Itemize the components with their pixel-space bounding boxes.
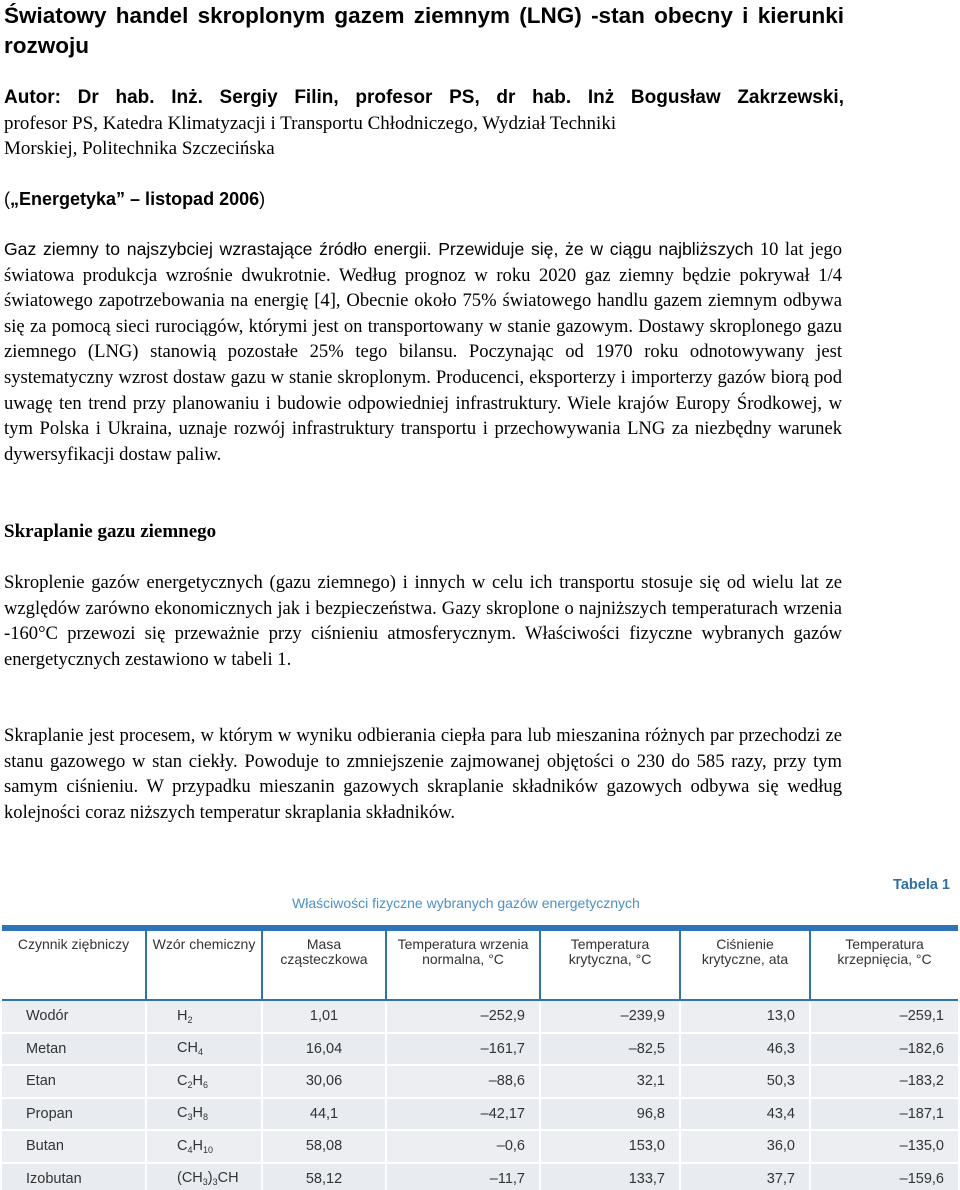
gas-name: Izobutan	[2, 1163, 146, 1190]
authors-line-2: profesor PS, Katedra Klimatyzacji i Transportu Chłodniczego, Wydział Techniki	[4, 112, 617, 134]
freezing-point: –182,6	[810, 1033, 958, 1066]
molar-mass: 58,12	[262, 1163, 386, 1190]
section-heading: Skraplanie gazu ziemnego	[4, 521, 217, 542]
critical-temperature: 96,8	[540, 1098, 680, 1131]
table-row	[2, 1033, 958, 1066]
table-1	[2, 873, 958, 1190]
header-cell: Temperatura krzepnięcia, °C	[810, 931, 958, 1000]
critical-pressure: 43,4	[680, 1098, 810, 1131]
paragraph-3: Skraplanie jest procesem, w którym w wyniku odbierania ciepła para lub mieszanina różnych par przechodzi ze stanu gazowego w stan ciekły. Powoduje to zmniejszenie zajmowanej objętości o 230 do 585 razy, przy tym samym ciśnieniu. W przypadku mieszanin gazowych skraplanie składników gazowych odbywa się według kolejności coraz niższych temperatur skraplania składników.	[4, 725, 842, 823]
source-open-paren: (	[4, 189, 10, 209]
table-row	[2, 1000, 958, 1033]
gas-name: Wodór	[2, 1000, 146, 1033]
header-cell: Temperatura wrzenia normalna, °C	[386, 931, 540, 1000]
gas-name: Metan	[2, 1033, 146, 1066]
critical-pressure: 13,0	[680, 1000, 810, 1033]
critical-temperature: 153,0	[540, 1130, 680, 1163]
molar-mass: 16,04	[262, 1033, 386, 1066]
critical-temperature: 32,1	[540, 1065, 680, 1098]
authors-line-1: Autor: Dr hab. Inż. Sergiy Filin, profesor PS, dr hab. Inż Bogusław Zakrzewski,	[4, 87, 844, 108]
critical-pressure: 36,0	[680, 1130, 810, 1163]
table-row	[2, 1065, 958, 1098]
source-citation	[4, 187, 265, 212]
table-row	[2, 1098, 958, 1131]
gas-properties-table	[2, 931, 958, 1190]
chemical-formula: $H_2$	[146, 1000, 262, 1033]
boiling-point: –88,6	[386, 1065, 540, 1098]
header-cell: Czynnik ziębniczy	[2, 931, 146, 1000]
table-title: Właściwości fizyczne wybranych gazów energetycznych	[292, 895, 640, 911]
header-cell: Ciśnienie krytyczne, ata	[680, 931, 810, 1000]
chemical-formula: $C_3H_8$	[146, 1098, 262, 1131]
chemical-formula: $C_2H_6$	[146, 1065, 262, 1098]
critical-pressure: 50,3	[680, 1065, 810, 1098]
intro-lead: Gaz ziemny to najszybciej wzrastające źródło energii. Przewiduje się, że w ciągu najbliższych	[4, 239, 754, 259]
header-cell: Masa cząsteczkowa	[262, 931, 386, 1000]
table-label: Tabela 1	[893, 877, 950, 893]
critical-pressure: 46,3	[680, 1033, 810, 1066]
gas-name: Propan	[2, 1098, 146, 1131]
boiling-point: –252,9	[386, 1000, 540, 1033]
source-close-paren: )	[259, 189, 266, 209]
table-header-row	[2, 931, 958, 1000]
freezing-point: –183,2	[810, 1065, 958, 1098]
freezing-point: –259,1	[810, 1000, 958, 1033]
header-cell: Wzór chemiczny	[146, 931, 262, 1000]
critical-temperature: –82,5	[540, 1033, 680, 1066]
table-row	[2, 1130, 958, 1163]
chemical-formula: $CH_4$	[146, 1033, 262, 1066]
molar-mass: 30,06	[262, 1065, 386, 1098]
freezing-point: –187,1	[810, 1098, 958, 1131]
paragraph-2: Skroplenie gazów energetycznych (gazu ziemnego) i innych w celu ich transportu stosuje się od wielu lat ze względów zarówno ekonomicznych jak i bezpieczeństwa. Gazy skroplone o najniższych temperaturach wrzenia -160°C przewozi się przeważnie przy ciśnieniu atmosferycznym. Właściwości fizyczne wybranych gazów energetycznych zestawiono w tabeli 1.	[4, 572, 842, 670]
header-cell: Temperatura krytyczna, °C	[540, 931, 680, 1000]
author-block	[4, 85, 844, 162]
intro-paragraph	[4, 237, 842, 467]
chemical-formula: $C_4H_{10}$	[146, 1130, 262, 1163]
gas-name: Etan	[2, 1065, 146, 1098]
boiling-point: –161,7	[386, 1033, 540, 1066]
critical-pressure: 37,7	[680, 1163, 810, 1190]
chemical-formula: $(CH_3)_3CH$	[146, 1163, 262, 1190]
article-title: Światowy handel skroplonym gazem ziemnym (LNG) -stan obecny i kierunki rozwoju	[4, 3, 844, 58]
authors-line-3: Morskiej, Politechnika Szczecińska	[4, 138, 275, 160]
critical-temperature: 133,7	[540, 1163, 680, 1190]
freezing-point: –135,0	[810, 1130, 958, 1163]
molar-mass: 1,01	[262, 1000, 386, 1033]
boiling-point: –42,17	[386, 1098, 540, 1131]
table-row	[2, 1163, 958, 1190]
critical-temperature: –239,9	[540, 1000, 680, 1033]
boiling-point: –0,6	[386, 1130, 540, 1163]
source-journal: „Energetyka” – listopad 2006	[10, 189, 260, 209]
molar-mass: 44,1	[262, 1098, 386, 1131]
boiling-point: –11,7	[386, 1163, 540, 1190]
freezing-point: –159,6	[810, 1163, 958, 1190]
gas-name: Butan	[2, 1130, 146, 1163]
molar-mass: 58,08	[262, 1130, 386, 1163]
intro-body: 10 lat jego światowa produkcja wzrośnie dwukrotnie. Według prognoz w roku 2020 gaz ziemny będzie pokrywał 1/4 światowego zapotrzebowania na energię [4], Obecnie około 75% światowego handlu gazem ziemnym odbywa się za pomocą sieci rurociągów, którymi jest on transportowany w stanie gazowym. Dostawy skroplonego gazu ziemnego (LNG) stanowią pozostałe 25% tego bilansu. Poczynając od 1970 roku odnotowywany jest systematyczny wzrost dostaw gazu w stanie skroplonym. Producenci, eksporterzy i importerzy gazów biorą pod uwagę ten trend przy planowaniu i budowie odpowiedniej infrastruktury. Wiele krajów Europy Środkowej, w tym Polska i Ukraina, uznaje rozwój infrastruktury transportu i przechowywania LNG za niezbędny warunek dywersyfikacji dostaw paliw.	[4, 239, 842, 465]
